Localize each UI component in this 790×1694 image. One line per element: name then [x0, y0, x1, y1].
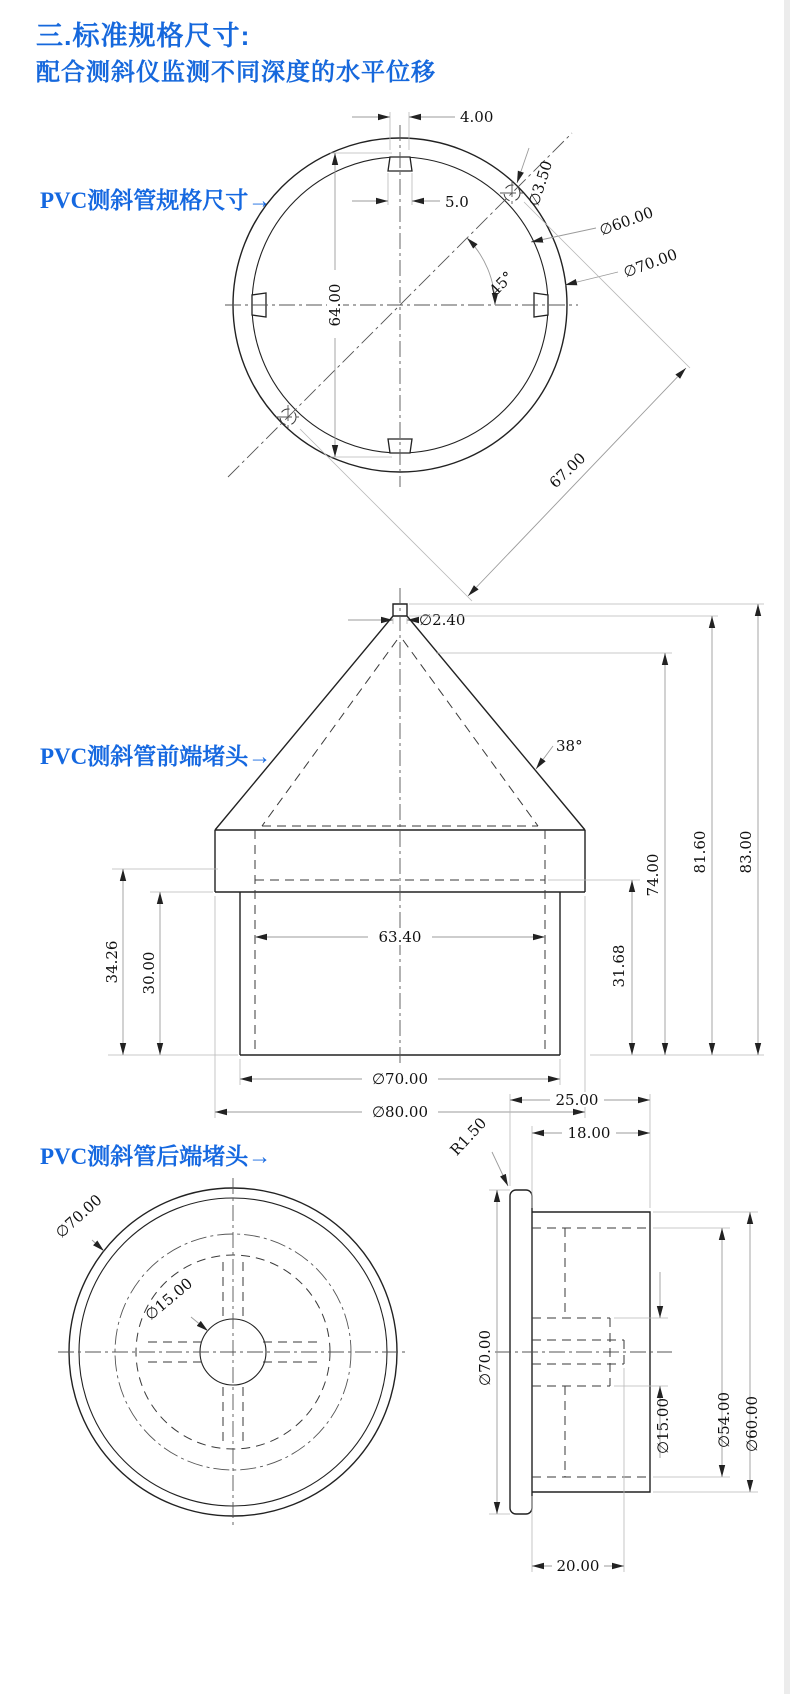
- dim-notch-base: 5.0: [445, 193, 469, 211]
- dim-depth-a: 34.26: [103, 940, 121, 984]
- dim-hole-angle: 45°: [485, 267, 518, 300]
- dim-outer-dia: ∅70.00: [620, 245, 680, 282]
- dim-hub-len: 20.00: [556, 1557, 600, 1575]
- dim-tip-dia: ∅2.40: [419, 611, 466, 629]
- dim-inner-dia: ∅60.00: [596, 203, 656, 240]
- dim-side-body-dia: ∅60.00: [743, 1395, 761, 1453]
- dim-body-dia: ∅70.00: [371, 1070, 429, 1088]
- dim-rear-hole-dia: ∅15.00: [141, 1274, 197, 1325]
- dim-total-h: 83.00: [737, 830, 755, 874]
- page-subtitle: 配合测斜仪监测不同深度的水平位移: [36, 59, 436, 86]
- dim-hole-span: 67.00: [545, 449, 590, 492]
- front-plug-view: [103, 588, 764, 1121]
- dim-side-hole-dia: ∅15.00: [654, 1397, 672, 1455]
- dim-cone-h: 81.60: [691, 830, 709, 874]
- dim-fillet: R1.50: [446, 1114, 491, 1160]
- leader-rear-outer-dia: [92, 1240, 104, 1251]
- front-plug-section-label: PVC测斜管前端堵头→: [40, 744, 272, 769]
- ext-lines-total-len: [510, 1094, 650, 1208]
- dim-guide-hole: ∅3.50: [524, 158, 557, 209]
- dim-cone-angle: 38°: [556, 737, 583, 755]
- dim-total-len: 25.00: [555, 1091, 599, 1109]
- leader-outer-dia: [565, 272, 618, 285]
- dim-bore-dia: 63.40: [378, 928, 422, 946]
- center-lines: [225, 125, 578, 487]
- rear-plug-section-label: PVC测斜管后端堵头→: [40, 1144, 272, 1169]
- dim-body-len: 18.00: [567, 1124, 611, 1142]
- leader-inner-dia: [531, 228, 596, 242]
- leader-cone-angle: [536, 746, 553, 769]
- tube-section-label: PVC测斜管规格尺寸→: [40, 188, 272, 213]
- dim-body-h: 74.00: [644, 853, 662, 897]
- leader-fillet: [492, 1152, 508, 1186]
- dim-depth-c: 31.68: [610, 944, 628, 988]
- leader-rear-hole-dia: [191, 1317, 208, 1331]
- dim-notch-top: 4.00: [460, 108, 494, 126]
- angle-arc: [467, 238, 495, 305]
- tube-cross-section: [225, 108, 690, 601]
- ext-lines-notch-top: [390, 112, 409, 150]
- rear-plug-front-view: [52, 1178, 408, 1526]
- leader-guide-hole: [517, 148, 529, 183]
- dim-rear-outer-dia: ∅70.00: [51, 1190, 106, 1242]
- dim-side-flange-dia: ∅70.00: [476, 1329, 494, 1387]
- rear-plug-side-view: [447, 1091, 761, 1575]
- dim-line-hole-span: [468, 368, 686, 596]
- ext-lines-left-depths: [108, 869, 238, 1055]
- ext-lines-hub-len: [532, 1368, 624, 1572]
- page-title: 三.标准规格尺寸:: [36, 21, 251, 51]
- dim-bore-height: 64.00: [326, 283, 344, 327]
- dim-flange-dia: ∅80.00: [371, 1103, 429, 1121]
- rear-crosshairs: [58, 1178, 408, 1526]
- dim-depth-b: 30.00: [140, 951, 158, 995]
- side-hidden-lines: [532, 1228, 650, 1477]
- dim-rib-dia: ∅54.00: [715, 1391, 733, 1449]
